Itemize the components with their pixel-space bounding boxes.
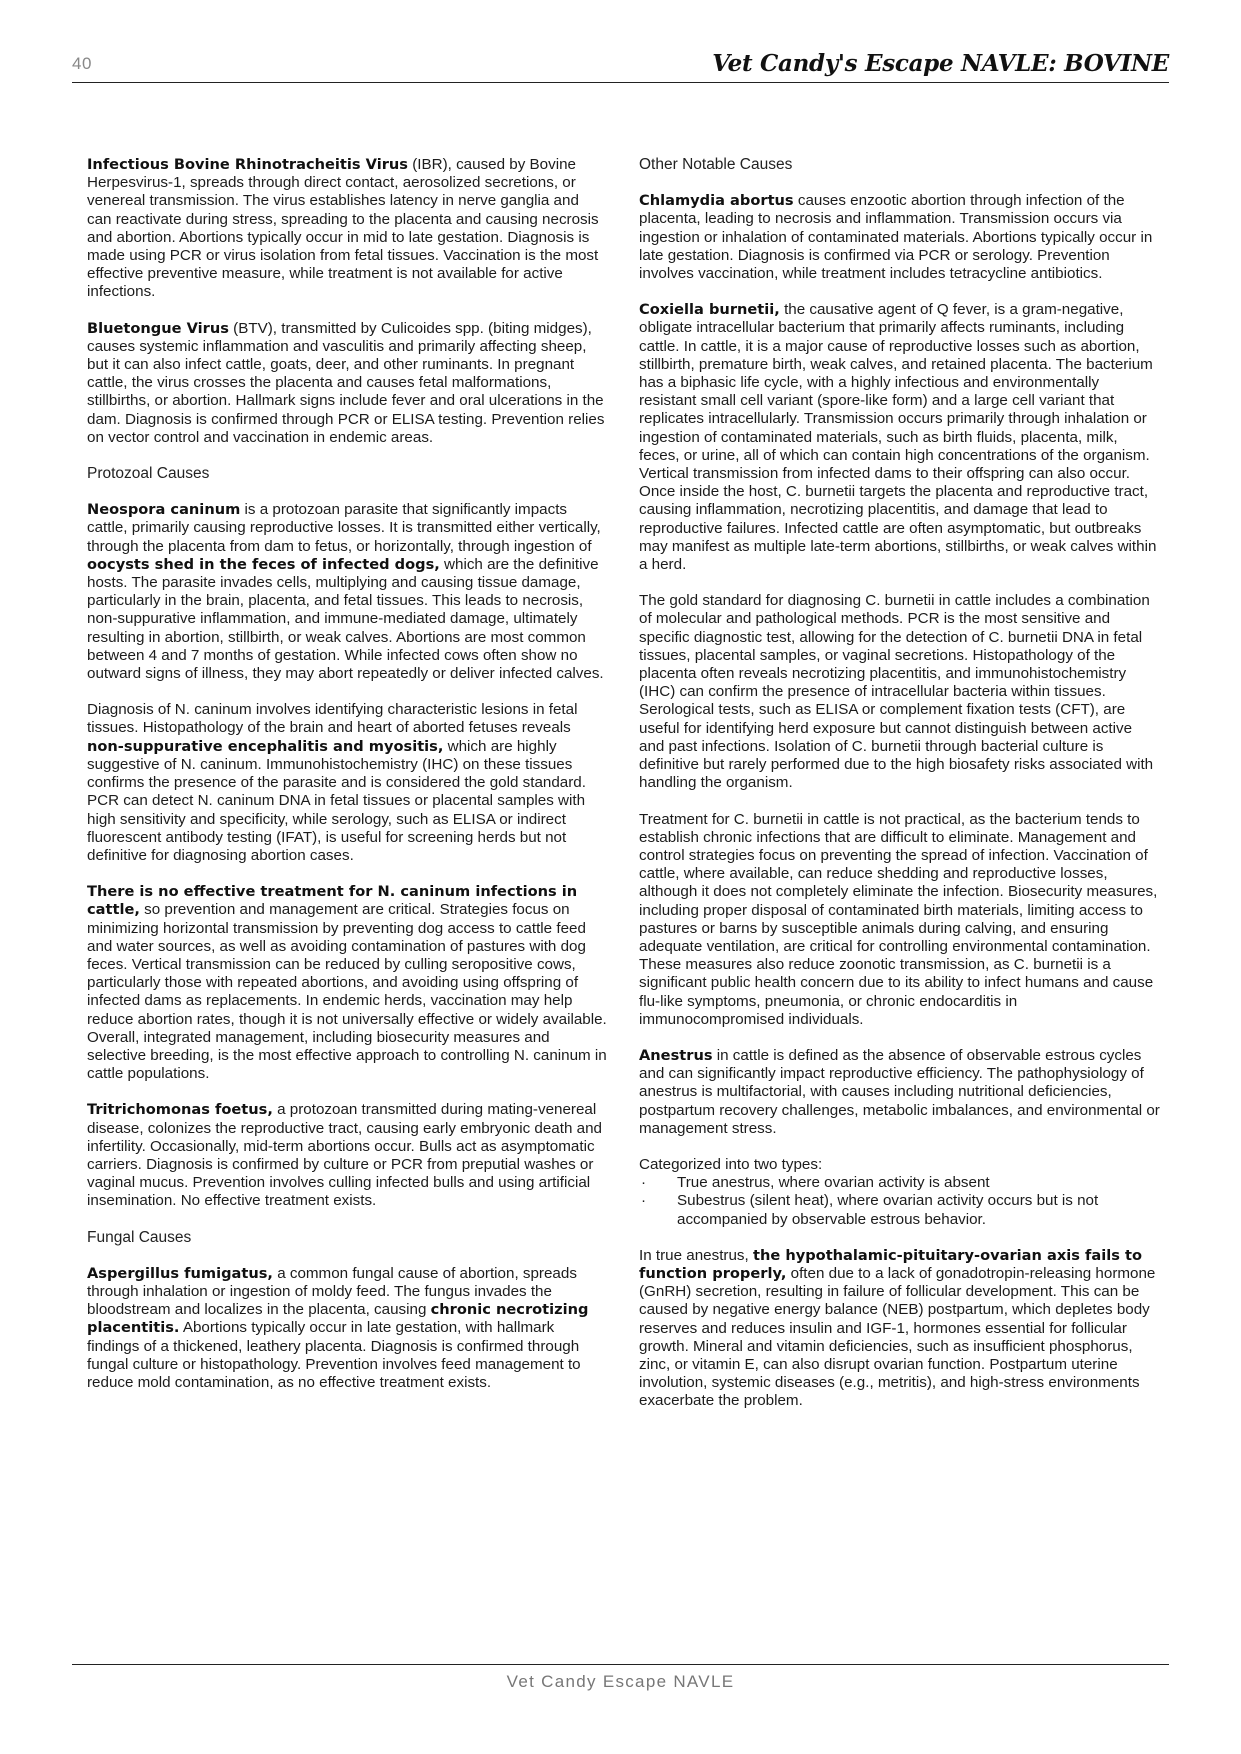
anestrus-types-intro: Categorized into two types: xyxy=(639,1155,823,1173)
neospora-diagnosis-paragraph xyxy=(87,701,607,865)
anestrus-text: in cattle is defined as the absence of observable estrous cycles and can significantly impact reproductive efficiency. The pathophysiology of anestrus is multifactorial, with causes including nutritional deficiencies, postpartum recovery challenges, metabolic imbalances, and environmental or management stress. xyxy=(639,1046,1160,1137)
neospora-text-2: which are the definitive hosts. The parasite invades cells, multiplying and causing tissue damage, particularly in the brain, placenta, and fetal tissues. This leads to necrosis, non-suppurative inflammation, and immune-mediated damage, ultimately resulting in abortion, stillbirth, or weak calves. Abortions are most common between 4 and 7 months of gestation. While infected cows often show no outward signs of illness, they may abort repeatedly or deliver infected calves. xyxy=(87,555,604,683)
true-anestrus-text-2: often due to a lack of gonadotropin-releasing hormone (GnRH) secretion, resulting in failure of follicular development. This can be caused by negative energy balance (NEB) postpartum, which depletes body reserves and reduces insulin and IGF-1, hormones essential for follicular growth. Mineral and vitamin deficiencies, such as insufficient phosphorus, zinc, or vitamin E, can also disrupt ovarian function. Postpartum uterine involution, systemic diseases (e.g., metritis), and high-stress environments exacerbate the problem. xyxy=(639,1264,1156,1410)
fungal-causes-heading: Fungal Causes xyxy=(87,1228,192,1246)
coxiella-term: Coxiella burnetii, xyxy=(639,301,780,319)
footer-text: Vet Candy Escape NAVLE xyxy=(506,1672,735,1691)
chlamydia-text: causes enzootic abortion through infection of the placenta, leading to necrosis and inflammation. Transmission occurs via ingestion or inhalation of contaminated materials. Abortions typically occur in late gestation. Diagnosis is confirmed via PCR or serology. Prevention involves vaccination, while treatment includes tetracycline antibiotics. xyxy=(639,192,1153,283)
neospora-diagnosis-text-2: which are highly suggestive of N. caninum. Immunohistochemistry (IHC) on these tissues confirms the presence of the parasite and is considered the gold standard. PCR can detect N. caninum DNA in fetal tissues or placental samples with high sensitivity and specificity, while serology, such as ELISA or indirect fluorescent antibody testing (IFAT), is useful for screening herds but not definitive for diagnosing abortion cases. xyxy=(87,737,586,864)
neospora-term: Neospora caninum xyxy=(87,501,241,519)
btv-text: (BTV), transmitted by Culicoides spp. (biting midges), causes systemic inflammation and vasculitis and primarily affecting sheep, but it can also infect cattle, goats, deer, and other ruminants. In pregnant cattle, the virus crosses the placenta and causes fetal malformations, stillbirths, or abortion. Hallmark signs include fever and oral ulcerations in the dam. Diagnosis is confirmed through PCR or ELISA testing. Prevention relies on vector control and vaccination in endemic areas. xyxy=(87,319,605,446)
neospora-text-1: is a protozoan parasite that significantly impacts cattle, primarily causing reproductive losses. It is transmitted either vertically, through the placenta from dam to fetus, or horizontally, through ingestion of xyxy=(87,501,601,555)
running-header-title: Vet Candy's Escape NAVLE: BOVINE xyxy=(712,50,1169,77)
right-column xyxy=(639,156,1160,1429)
aspergillus-text-2: Abortions typically occur in late gestation, with hallmark findings of a thickened, leathery placenta. Diagnosis is confirmed through fungal culture or histopathology. Prevention involves feed management to reduce mold contamination, as no effective treatment exists. xyxy=(87,1319,581,1391)
coxiella-diagnosis-paragraph: The gold standard for diagnosing C. burnetii in cattle includes a combination of molecular and pathological methods. PCR is the most sensitive and specific diagnostic test, allowing for the detection of C. burnetii DNA in fetal tissues, placental samples, or vaginal secretions. Histopathology of the placenta often reveals necrotizing placentitis, and immunohistochemistry (IHC) can confirm the presence of intracellular bacteria within tissues. Serological tests, such as ELISA or complement fixation tests (CFT), are useful for identifying herd exposure but cannot distinguish between active and past infections. Isolation of C. burnetii through bacterial culture is definitive but rarely performed due to the high biosafety risks associated with handling the organism. xyxy=(639,592,1154,792)
protozoal-causes-heading: Protozoal Causes xyxy=(87,465,210,483)
neospora-emphasis: oocysts shed in the feces of infected dogs, xyxy=(87,555,440,573)
aspergillus-term: Aspergillus fumigatus, xyxy=(87,1264,273,1282)
true-anestrus-emphasis: the hypothalamic-pituitary-ovarian axis fails to function properly, xyxy=(639,1246,1142,1282)
chlamydia-term: Chlamydia abortus xyxy=(639,192,794,210)
neospora-paragraph xyxy=(87,501,607,683)
list-item: · True anestrus, where ovarian activity is absent xyxy=(639,1174,1160,1192)
tritrichomonas-paragraph xyxy=(87,1101,607,1210)
list-item: · Subestrus (silent heat), where ovarian activity occurs but is not accompanied by observable estrous behavior. xyxy=(639,1192,1160,1228)
page-number: 40 xyxy=(72,54,92,73)
ibr-term: Infectious Bovine Rhinotracheitis Virus xyxy=(87,156,408,173)
anestrus-term: Anestrus xyxy=(639,1046,713,1064)
btv-paragraph xyxy=(87,320,607,447)
tritrichomonas-text: a protozoan transmitted during mating-venereal disease, colonizes the reproductive tract, causing early embryonic death and infertility. Occasionally, mid-term abortions occur. Bulls act as asymptomatic carriers. Diagnosis is confirmed by culture or PCR from preputial washes or vaginal mucus. Prevention involves culling infected bulls and using artificial insemination. No effective treatment exists. xyxy=(87,1101,602,1210)
neospora-diagnosis-text-1: Diagnosis of N. caninum involves identifying characteristic lesions in fetal tissues. Histopathology of the brain and heart of aborted fetuses reveals xyxy=(87,701,578,737)
btv-term: Bluetongue Virus xyxy=(87,319,229,337)
anestrus-paragraph xyxy=(639,1047,1160,1138)
neospora-diagnosis-emphasis: non-suppurative encephalitis and myositis, xyxy=(87,737,444,755)
aspergillus-paragraph xyxy=(87,1265,607,1392)
ibr-paragraph xyxy=(87,156,607,302)
true-anestrus-text-1: In true anestrus, xyxy=(639,1246,753,1264)
chlamydia-paragraph xyxy=(639,192,1160,283)
coxiella-paragraph xyxy=(639,301,1160,574)
neospora-treatment-text: so prevention and management are critical. Strategies focus on minimizing horizontal transmission by preventing dog access to cattle feed and water sources, as well as avoiding contamination of pastures with dog feces. Vertical transmission can be reduced by culling seropositive cows, particularly those with repeated abortions, and avoiding using offspring of infected dams as replacements. In endemic herds, vaccination may help reduce abortion rates, though it is not universally effective or widely available. Overall, integrated management, including biosecurity measures and selective breeding, is the most effective approach to controlling N. caninum in cattle populations. xyxy=(87,901,607,1083)
other-notable-causes-heading: Other Notable Causes xyxy=(639,156,793,173)
neospora-treatment-paragraph xyxy=(87,883,607,1083)
aspergillus-text-1: a common fungal cause of abortion, spreads through inhalation or ingestion of moldy feed. The fungus invades the bloodstream and localizes in the placenta, causing xyxy=(87,1264,577,1319)
left-column xyxy=(87,156,607,1410)
coxiella-text: the causative agent of Q fever, is a gram-negative, obligate intracellular bacterium that primarily affects ruminants, including cattle. In cattle, it is a major cause of reproductive losses such as abortion, stillbirth, premature birth, weak calves, and retained placenta. The bacterium has a biphasic life cycle, with a highly infectious and environmentally resistant small cell variant (spore-like form) and a large cell variant that replicates intracellularly. Transmission occurs primarily through inhalation or ingestion of contaminated materials, such as birth fluids, placenta, milk, feces, or urine, all of which can contain high concentrations of the organism. Vertical transmission from infected dams to their offspring can also occur. Once inside the host, C. burnetii targets the placenta and reproductive tract, causing inflammation, necrotizing placentitis, and damage that lead to reproductive failures. Infected cattle are often asymptomatic, but outbreaks may manifest as multiple late-term abortions, stillbirths, or weak calves within a herd. xyxy=(639,301,1157,574)
aspergillus-emphasis: chronic necrotizing placentitis. xyxy=(87,1301,589,1337)
anestrus-types-list xyxy=(639,1174,1160,1229)
neospora-treatment-emphasis: There is no effective treatment for N. caninum infections in cattle, xyxy=(87,883,578,919)
tritrichomonas-term: Tritrichomonas foetus, xyxy=(87,1101,273,1119)
header-divider xyxy=(72,82,1169,83)
coxiella-treatment-paragraph: Treatment for C. burnetii in cattle is not practical, as the bacterium tends to establish chronic infections that are difficult to eliminate. Management and control strategies focus on preventing the spread of infection. Vaccination of cattle, where available, can reduce shedding and reproductive losses, although it does not completely eliminate the infection. Biosecurity measures, including proper disposal of contaminated birth materials, limiting access to pastures or barns by susceptible animals during calving, and ensuring adequate ventilation, are critical for controlling environmental contamination. These measures also reduce zoonotic transmission, as C. burnetii is a significant public health concern due to its ability to infect humans and cause flu-like symptoms, pneumonia, or chronic endocarditis in immunocompromised individuals. xyxy=(639,810,1158,1028)
true-anestrus-paragraph xyxy=(639,1247,1160,1411)
ibr-text: (IBR), caused by Bovine Herpesvirus-1, spreads through direct contact, aerosolized secretions, or venereal transmission. The virus establishes latency in nerve ganglia and can reactivate during stress, spreading to the placenta and causing necrosis and abortion. Abortions typically occur in mid to late gestation. Diagnosis is made using PCR or virus isolation from fetal tissues. Vaccination is the most effective preventive measure, while treatment is not available for active infections. xyxy=(87,156,599,301)
footer-divider xyxy=(72,1664,1169,1665)
